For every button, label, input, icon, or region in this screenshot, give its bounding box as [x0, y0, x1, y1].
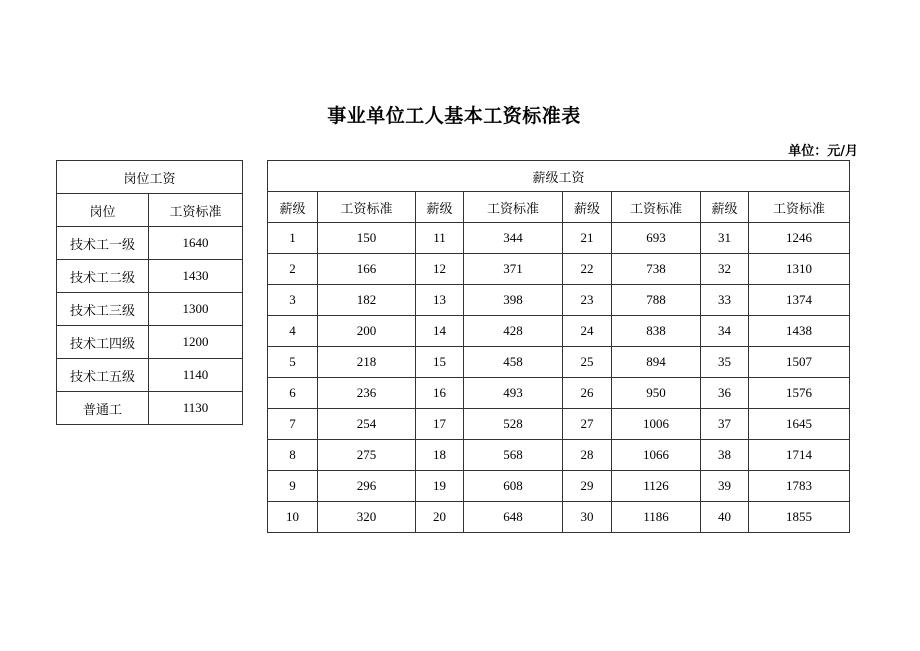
- grade-cell: 20: [416, 502, 464, 533]
- standard-cell: 1006: [612, 409, 701, 440]
- grade-cell: 31: [701, 223, 749, 254]
- grade-cell: 12: [416, 254, 464, 285]
- grade-cell: 21: [563, 223, 612, 254]
- standard-cell: 1066: [612, 440, 701, 471]
- column-header: 工资标准: [464, 192, 563, 223]
- grade-cell: 29: [563, 471, 612, 502]
- grade-cell: 38: [701, 440, 749, 471]
- standard-cell: 608: [464, 471, 563, 502]
- table-row: [57, 326, 243, 359]
- column-header: 薪级: [563, 192, 612, 223]
- standard-cell: 428: [464, 316, 563, 347]
- table-row: [57, 260, 243, 293]
- standard-cell: 493: [464, 378, 563, 409]
- standard-cell: 1783: [749, 471, 850, 502]
- table-row: [268, 471, 850, 502]
- grade-cell: 25: [563, 347, 612, 378]
- grade-cell: 18: [416, 440, 464, 471]
- table-row: [268, 316, 850, 347]
- grade-cell: 5: [268, 347, 318, 378]
- column-header: 薪级: [701, 192, 749, 223]
- post-name-cell: 技术工二级: [57, 260, 149, 293]
- standard-cell: 1645: [749, 409, 850, 440]
- page-title: 事业单位工人基本工资标准表: [327, 105, 581, 127]
- post-name-cell: 技术工一级: [57, 227, 149, 260]
- table-row: [268, 378, 850, 409]
- grade-cell: 3: [268, 285, 318, 316]
- grade-cell: 39: [701, 471, 749, 502]
- grade-cell: 27: [563, 409, 612, 440]
- column-header: 薪级: [268, 192, 318, 223]
- standard-cell: 1186: [612, 502, 701, 533]
- column-header: 岗位: [57, 194, 149, 227]
- table-row: [268, 223, 850, 254]
- grade-cell: 8: [268, 440, 318, 471]
- standard-cell: 950: [612, 378, 701, 409]
- standard-cell: 1126: [612, 471, 701, 502]
- post-salary-header: 岗位工资: [57, 161, 243, 194]
- table-row: [268, 409, 850, 440]
- standard-cell: 344: [464, 223, 563, 254]
- grade-cell: 33: [701, 285, 749, 316]
- standard-cell: 568: [464, 440, 563, 471]
- column-header: 薪级: [416, 192, 464, 223]
- post-standard-cell: 1130: [149, 392, 243, 425]
- standard-cell: 218: [318, 347, 416, 378]
- post-standard-cell: 1300: [149, 293, 243, 326]
- table-row: [268, 254, 850, 285]
- standard-cell: 528: [464, 409, 563, 440]
- post-standard-cell: 1140: [149, 359, 243, 392]
- standard-cell: 838: [612, 316, 701, 347]
- column-header: 工资标准: [612, 192, 701, 223]
- standard-cell: 648: [464, 502, 563, 533]
- standard-cell: 1714: [749, 440, 850, 471]
- grade-cell: 37: [701, 409, 749, 440]
- table-row: [268, 347, 850, 378]
- grade-cell: 32: [701, 254, 749, 285]
- table-row: [268, 440, 850, 471]
- column-header-row: [57, 194, 243, 227]
- standard-cell: 1246: [749, 223, 850, 254]
- post-name-cell: 技术工四级: [57, 326, 149, 359]
- standard-cell: 894: [612, 347, 701, 378]
- grade-cell: 22: [563, 254, 612, 285]
- scale-salary-header: 薪级工资: [268, 161, 850, 192]
- grade-cell: 1: [268, 223, 318, 254]
- grade-cell: 7: [268, 409, 318, 440]
- standard-cell: 1374: [749, 285, 850, 316]
- grade-cell: 40: [701, 502, 749, 533]
- grade-cell: 24: [563, 316, 612, 347]
- table-row: [57, 392, 243, 425]
- post-name-cell: 技术工三级: [57, 293, 149, 326]
- unit-label: 单位：元/月: [788, 144, 858, 159]
- grade-cell: 9: [268, 471, 318, 502]
- standard-cell: 182: [318, 285, 416, 316]
- post-salary-table: [56, 160, 243, 425]
- standard-cell: 166: [318, 254, 416, 285]
- standard-cell: 275: [318, 440, 416, 471]
- table-header-row: [57, 161, 243, 194]
- standard-cell: 693: [612, 223, 701, 254]
- table-row: [268, 502, 850, 533]
- grade-cell: 15: [416, 347, 464, 378]
- post-name-cell: 普通工: [57, 392, 149, 425]
- grade-cell: 6: [268, 378, 318, 409]
- standard-cell: 254: [318, 409, 416, 440]
- standard-cell: 236: [318, 378, 416, 409]
- post-standard-cell: 1200: [149, 326, 243, 359]
- grade-cell: 13: [416, 285, 464, 316]
- post-name-cell: 技术工五级: [57, 359, 149, 392]
- standard-cell: 296: [318, 471, 416, 502]
- grade-cell: 36: [701, 378, 749, 409]
- grade-cell: 34: [701, 316, 749, 347]
- grade-cell: 14: [416, 316, 464, 347]
- grade-cell: 17: [416, 409, 464, 440]
- standard-cell: 1855: [749, 502, 850, 533]
- grade-cell: 11: [416, 223, 464, 254]
- grade-cell: 16: [416, 378, 464, 409]
- column-header: 工资标准: [318, 192, 416, 223]
- scale-salary-table: [267, 160, 850, 533]
- post-standard-cell: 1430: [149, 260, 243, 293]
- column-header-row: [268, 192, 850, 223]
- standard-cell: 371: [464, 254, 563, 285]
- grade-cell: 28: [563, 440, 612, 471]
- standard-cell: 200: [318, 316, 416, 347]
- column-header: 工资标准: [149, 194, 243, 227]
- grade-cell: 19: [416, 471, 464, 502]
- grade-cell: 2: [268, 254, 318, 285]
- column-header: 工资标准: [749, 192, 850, 223]
- post-standard-cell: 1640: [149, 227, 243, 260]
- standard-cell: 150: [318, 223, 416, 254]
- grade-cell: 26: [563, 378, 612, 409]
- standard-cell: 788: [612, 285, 701, 316]
- grade-cell: 35: [701, 347, 749, 378]
- standard-cell: 398: [464, 285, 563, 316]
- table-header-row: [268, 161, 850, 192]
- table-row: [268, 285, 850, 316]
- standard-cell: 1507: [749, 347, 850, 378]
- standard-cell: 320: [318, 502, 416, 533]
- standard-cell: 1310: [749, 254, 850, 285]
- grade-cell: 23: [563, 285, 612, 316]
- standard-cell: 458: [464, 347, 563, 378]
- table-row: [57, 227, 243, 260]
- standard-cell: 1438: [749, 316, 850, 347]
- table-row: [57, 293, 243, 326]
- grade-cell: 4: [268, 316, 318, 347]
- standard-cell: 1576: [749, 378, 850, 409]
- table-row: [57, 359, 243, 392]
- standard-cell: 738: [612, 254, 701, 285]
- grade-cell: 10: [268, 502, 318, 533]
- grade-cell: 30: [563, 502, 612, 533]
